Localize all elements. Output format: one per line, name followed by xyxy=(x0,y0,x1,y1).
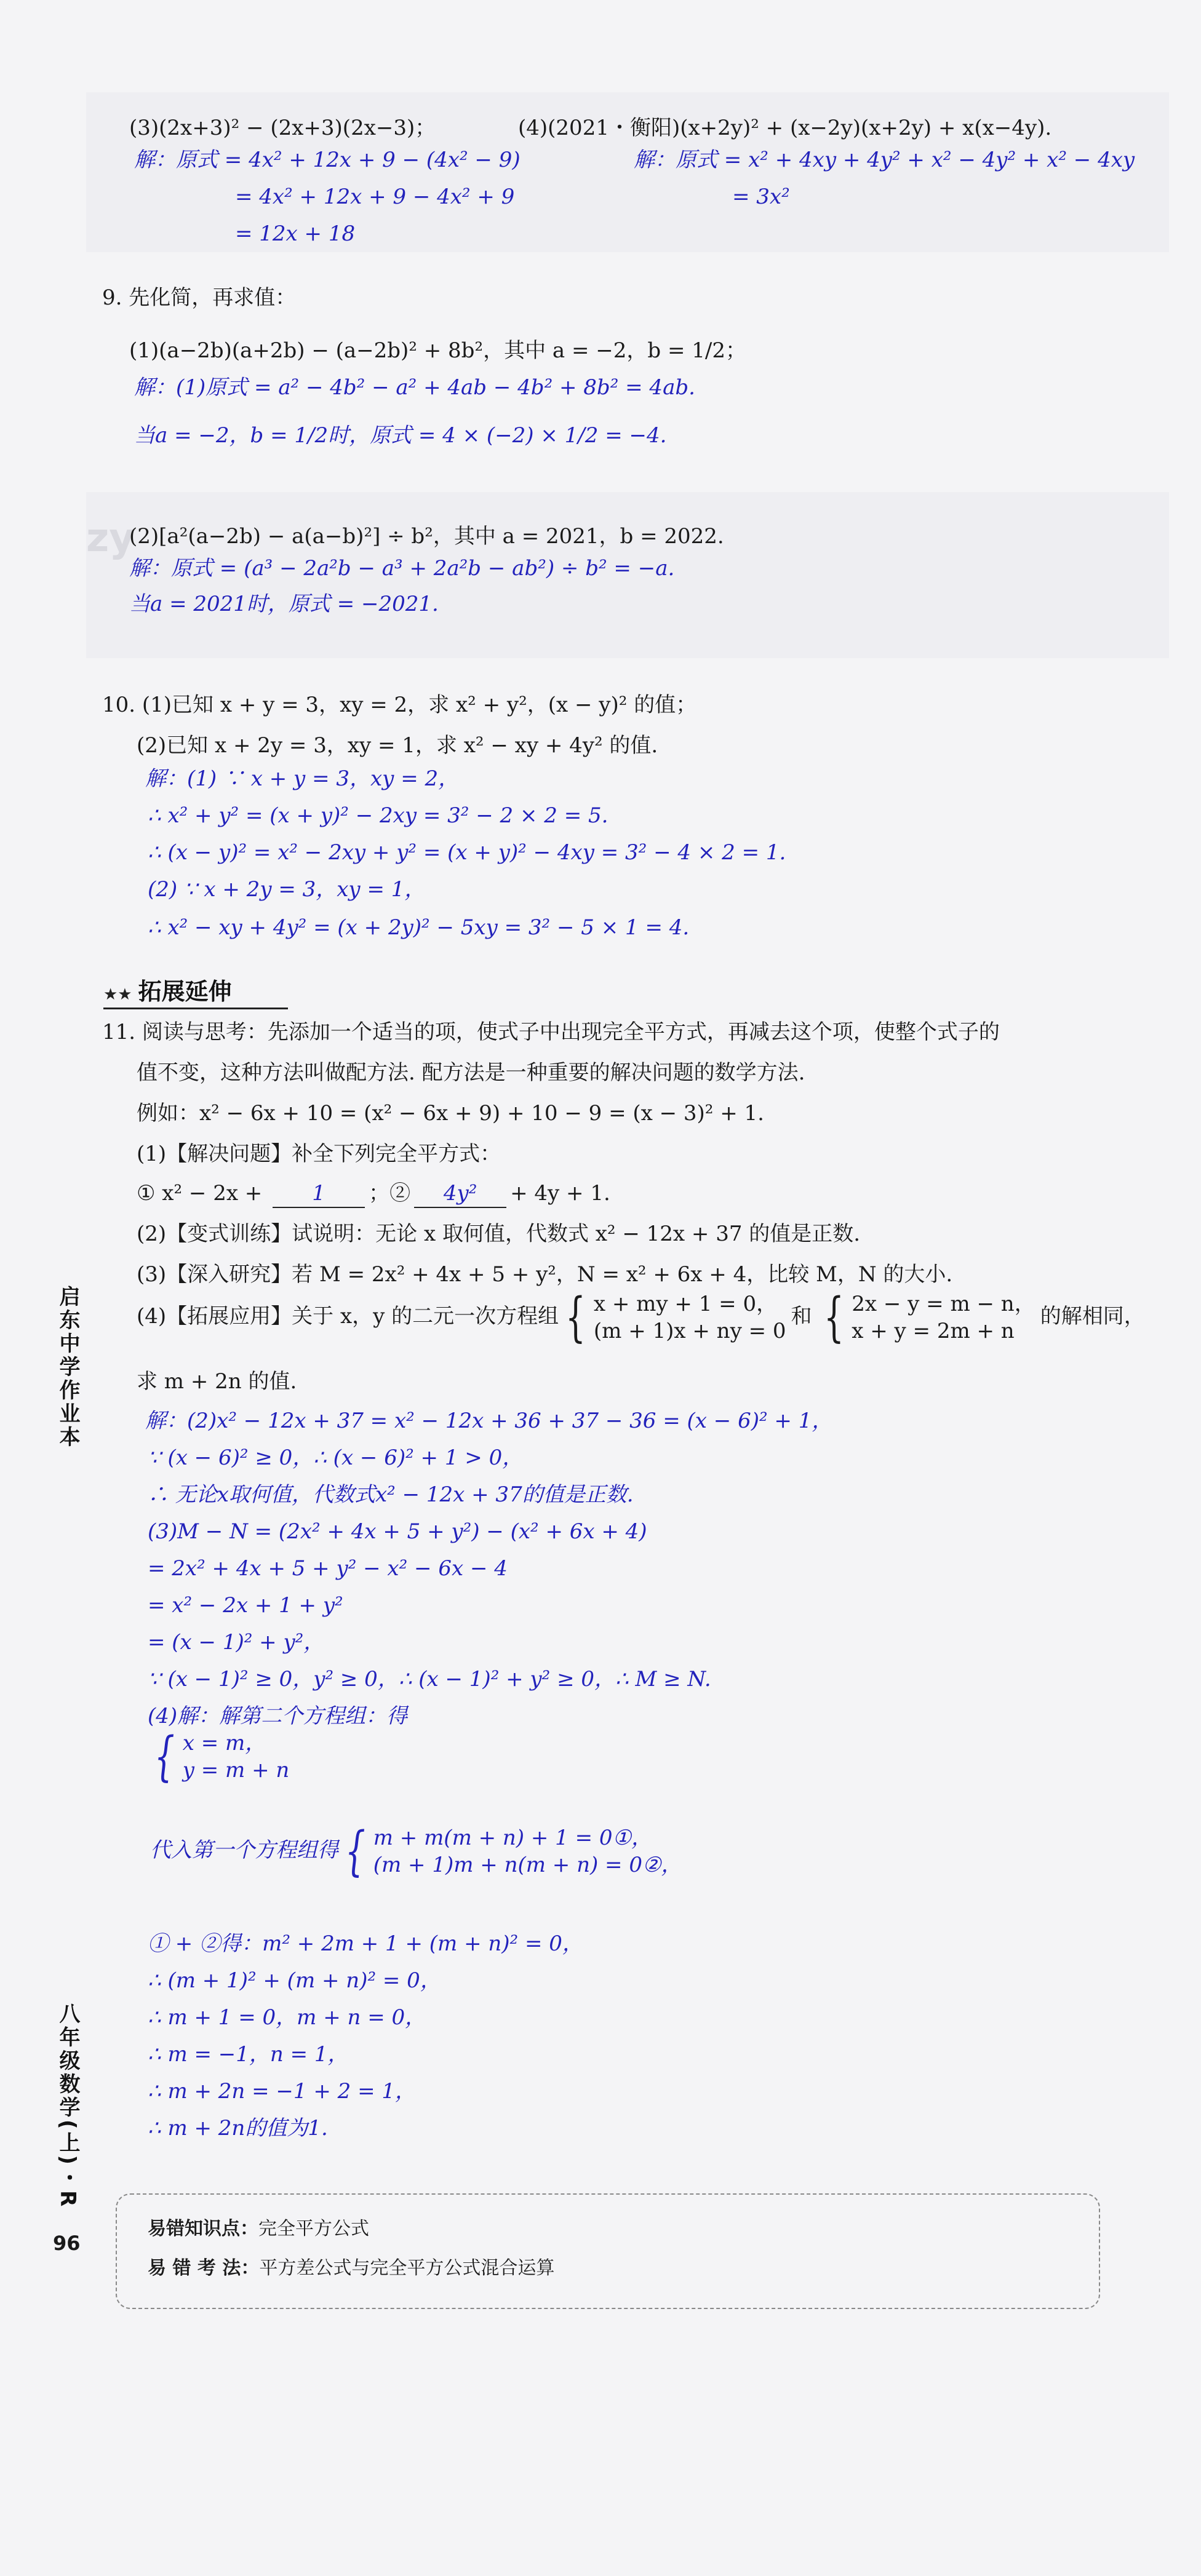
a11-line: (3)M − N = (2x² + 4x + 5 + y²) − (x² + 6x + 4) xyxy=(148,1519,647,1544)
q11-part1-blanks xyxy=(137,1180,610,1208)
side-label-book: 启东中学作业本 xyxy=(55,1286,80,1449)
star-icon: ★★ xyxy=(103,985,132,1004)
a8-3-line: = 12x + 18 xyxy=(235,221,356,246)
q11-part2: (2)【变式训练】试说明：无论 x 取何值，代数式 x² − 12x + 37 的值是正数. xyxy=(137,1222,861,1246)
brace-icon: { xyxy=(154,1726,175,1787)
equation: m + m(m + n) + 1 = 0①， xyxy=(373,1826,653,1850)
q11-1b-text: + 4y + 1. xyxy=(510,1181,610,1206)
a8-4-line: 解：原式 = x² + 4xy + 4y² + x² − 4y² + x² − 4xy xyxy=(634,148,1135,172)
q11-part1: (1)【解决问题】补全下列完全平方式： xyxy=(137,1142,501,1166)
q11-1b-answer: 4y² xyxy=(414,1180,506,1208)
a9-1-line: 当a = −2，b = 1/2时，原式 = 4 × (−2) × 1/2 = −4. xyxy=(134,423,667,448)
q9-title: 9. 先化简，再求值： xyxy=(102,285,297,310)
q11-1a-text: ① x² − 2x + xyxy=(137,1181,269,1206)
a8-3-line: = 4x² + 12x + 9 − 4x² + 9 xyxy=(235,185,515,209)
q8-part3: (3)(2x+3)² − (2x+3)(2x−3)； xyxy=(129,116,436,140)
brace-icon: { xyxy=(345,1821,365,1882)
equation: x = m， xyxy=(182,1731,266,1755)
equation: y = m + n xyxy=(182,1758,290,1783)
a11-line: ∴ 无论x取何值，代数式x² − 12x + 37的值是正数. xyxy=(148,1482,634,1507)
q11-4-post: 的解相同， xyxy=(1040,1304,1145,1329)
a11-line: (4)解：解第二个方程组：得 xyxy=(148,1704,408,1728)
equation: (m + 1)m + n(m + n) = 0②， xyxy=(373,1853,682,1877)
brace-icon: { xyxy=(823,1287,844,1348)
tip-text: 平方差公式与完全平方公式混合运算 xyxy=(259,2257,555,2279)
q11-1a-sep: ；② xyxy=(369,1181,411,1206)
a8-3-line: 解：原式 = 4x² + 12x + 9 − (4x² − 9) xyxy=(134,148,521,172)
q8-part4: (4)(2021・衡阳)(x+2y)² + (x−2y)(x+2y) + x(x−4y). xyxy=(518,116,1052,140)
a11-line: ∴ m + 2n = −1 + 2 = 1， xyxy=(148,2079,417,2104)
a11-line: ∴ (m + 1)² + (m + n)² = 0， xyxy=(148,1968,441,1993)
side-label-grade: 八年级数学(上)・R xyxy=(55,2003,80,2209)
tip-text: 完全平方公式 xyxy=(258,2218,369,2240)
tip-method xyxy=(148,2256,554,2281)
a11-system-lines xyxy=(183,1730,290,1784)
watermark: zy xyxy=(86,515,135,561)
q11-intro-line: 11. 阅读与思考：先添加一个适当的项，使式子中出现完全平方式，再减去这个项，使整个式子的 xyxy=(102,1020,1000,1044)
tip-box xyxy=(116,2193,1100,2309)
a11-system xyxy=(148,1726,290,1787)
a11-sub-text: 代入第一个方程组得 xyxy=(150,1838,338,1862)
a11-line: ∴ m + 1 = 0，m + n = 0， xyxy=(148,2005,426,2030)
q9-part2: (2)[a²(a−2b) − a(a−b)²] ÷ b²，其中 a = 2021，b = 2022. xyxy=(129,524,724,549)
a9-2-line: 当a = 2021时，原式 = −2021. xyxy=(129,592,439,616)
q11-1a-answer: 1 xyxy=(273,1180,365,1208)
q11-4-system2 xyxy=(852,1290,1035,1345)
a10-line: 解：(1) ∵ x + y = 3，xy = 2， xyxy=(145,766,460,791)
q11-part4 xyxy=(137,1287,1145,1348)
section-rule xyxy=(103,1008,288,1009)
a11-substitute xyxy=(150,1821,682,1882)
a8-4-line: = 3x² xyxy=(732,185,790,209)
a10-line: ∴ (x − y)² = x² − 2xy + y² = (x + y)² − 4xy = 3² − 4 × 2 = 1. xyxy=(148,840,786,865)
q10-part1: 10. (1)已知 x + y = 3，xy = 2，求 x² + y²，(x − y)² 的值； xyxy=(102,693,697,717)
q11-part3: (3)【深入研究】若 M = 2x² + 4x + 5 + y²，N = x² + 6x + 4，比较 M，N 的大小. xyxy=(137,1262,953,1287)
q11-4-and: 和 xyxy=(791,1304,812,1329)
a11-line: = x² − 2x + 1 + y² xyxy=(148,1593,343,1618)
tip-label: 易 错 考 法： xyxy=(148,2257,260,2279)
q9-part1: (1)(a−2b)(a+2b) − (a−2b)² + 8b²，其中 a = −2，b = 1/2； xyxy=(129,338,746,363)
a11-line: ① + ②得：m² + 2m + 1 + (m + n)² = 0， xyxy=(148,1931,583,1956)
a11-line: ∵ (x − 1)² ≥ 0，y² ≥ 0，∴ (x − 1)² + y² ≥ 0，∴ M ≥ N. xyxy=(148,1667,711,1691)
q11-intro-line: 例如：x² − 6x + 10 = (x² − 6x + 9) + 10 − 9 = (x − 3)² + 1. xyxy=(137,1101,764,1126)
equation: x + y = 2m + n xyxy=(852,1319,1015,1343)
a11-line: = 2x² + 4x + 5 + y² − x² − 6x − 4 xyxy=(148,1556,508,1581)
brace-icon: { xyxy=(565,1287,586,1348)
a11-line: ∴ m = −1，n = 1， xyxy=(148,2042,349,2067)
page-number: 96 xyxy=(53,2232,81,2255)
a11-sub-system xyxy=(373,1824,682,1878)
section-heading xyxy=(103,977,232,1009)
equation: (m + 1)x + ny = 0 xyxy=(593,1319,786,1343)
a9-1-line: 解：(1)原式 = a² − 4b² − a² + 4ab − 4b² + 8b² = 4ab. xyxy=(134,375,695,400)
a10-line: ∴ x² + y² = (x + y)² − 2xy = 3² − 2 × 2 = 5. xyxy=(148,803,608,828)
a10-line: ∴ x² − xy + 4y² = (x + 2y)² − 5xy = 3² − 5 × 1 = 4. xyxy=(148,915,690,940)
a9-2-line: 解：原式 = (a³ − 2a²b − a³ + 2a²b − ab²) ÷ b² = −a. xyxy=(129,556,675,581)
q11-4-system1 xyxy=(594,1290,786,1345)
equation: 2x − y = m − n， xyxy=(852,1292,1035,1316)
q11-intro-line: 值不变，这种方法叫做配方法. 配方法是一种重要的解决问题的数学方法. xyxy=(137,1060,805,1085)
a11-line: ∵ (x − 6)² ≥ 0，∴ (x − 6)² + 1 > 0， xyxy=(148,1445,524,1470)
a11-line: ∴ m + 2n的值为1. xyxy=(148,2116,328,2141)
a11-line: 解：(2)x² − 12x + 37 = x² − 12x + 36 + 37 − 36 = (x − 6)² + 1， xyxy=(145,1409,833,1433)
a11-line: = (x − 1)² + y²， xyxy=(148,1630,325,1655)
q11-part4-end: 求 m + 2n 的值. xyxy=(137,1369,297,1394)
tip-knowledge xyxy=(148,2217,369,2241)
a10-line: (2) ∵ x + 2y = 3，xy = 1， xyxy=(148,877,426,902)
q10-part2: (2)已知 x + 2y = 3，xy = 1，求 x² − xy + 4y² 的值. xyxy=(137,733,658,758)
equation: x + my + 1 = 0， xyxy=(593,1292,778,1316)
q11-4-pre: (4)【拓展应用】关于 x，y 的二元一次方程组 xyxy=(137,1304,559,1329)
section-title: 拓展延伸 xyxy=(138,978,232,1005)
tip-label: 易错知识点： xyxy=(148,2218,258,2240)
